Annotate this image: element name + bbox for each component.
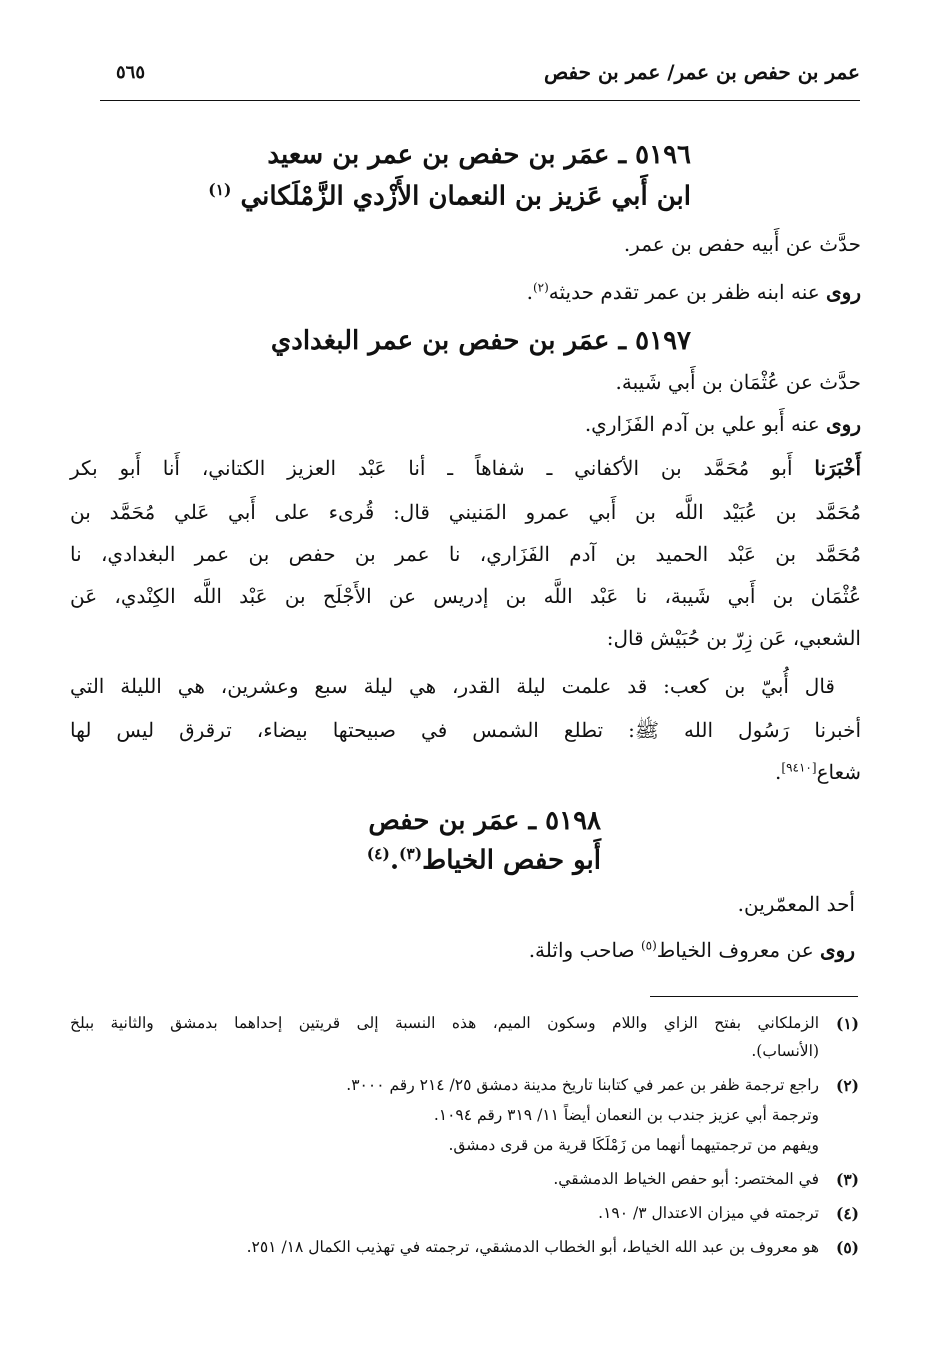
isnad-line-2: مُحَمَّد بن عُبَيْد اللَّه بن أَبي عمرو المَنيني قال: قُرىء على أَبي عَلي مُحَمَّد بن <box>70 500 861 524</box>
entry-5196-line2 <box>527 280 861 304</box>
entry-5196-title-name: ابن أَبي عَزيز بن النعمان الأَزْدي الزَّمْلَكاني <box>240 181 691 212</box>
entry-5196-line2-end: . <box>526 280 533 304</box>
footnote-5-number: (٥) <box>835 1238 859 1257</box>
footnote-2-line3: ويفهم من ترجمتيهما أنهما من زَمْلَكَا قرية من قرى دمشق. <box>448 1136 819 1154</box>
entry-5196-title-line1: ٥١٩٦ ـ عمَر بن حفص بن عمر بن سعيد <box>267 140 691 170</box>
entry-5196-line2-text: عنه ابنه ظفر بن عمر تقدم حديثه <box>548 280 820 304</box>
entry-5196-line1: حدَّث عن أَبيه حفص بن عمر. <box>623 232 861 256</box>
header-rule <box>100 100 860 101</box>
entry-5197-line1: حدَّث عن عُثْمَان بن أَبي شَيبة. <box>615 370 861 394</box>
footnote-4-line1: ترجمته في ميزان الاعتدال ٣/ ١٩٠. <box>598 1204 819 1222</box>
isnad-line-1-text: أَبو مُحَمَّد بن الأكفاني ـ شفاهاً ـ أنا عَبْد العزيز الكتاني، أَنا أَبو بكر <box>70 456 793 480</box>
page-header <box>100 60 860 104</box>
keyword-akhbarana: أَخْبَرَنا <box>814 456 861 480</box>
footnote-4-number: (٤) <box>835 1204 859 1223</box>
hadith-line-3-end: . <box>775 760 782 784</box>
isnad-line-3: مُحَمَّد بن عَبْد الحميد بن آدم الفَزَاري، نا عمر بن حفص بن عمر البغدادي، نا <box>70 542 861 566</box>
hadith-reference-number: [٩٤١٠] <box>781 760 817 775</box>
entry-5198-line2 <box>529 938 855 962</box>
footnote-3-line1: في المختصر: أبو حفص الخياط الدمشقي. <box>553 1170 819 1188</box>
footnote-ref-3[interactable]: (٣) <box>399 844 423 863</box>
isnad-line-4: عُثْمَان بن أَبي شَيبة، نا عَبْد اللَّه بن إدريس عن الأَجْلَح بن عَبْد اللَّه الكِنْدي، عَن <box>70 584 862 608</box>
keyword-rawa: روى <box>826 280 861 304</box>
entry-5198-title-line2 <box>367 844 601 876</box>
footnote-2-number: (٢) <box>835 1076 859 1095</box>
hadith-line-3 <box>775 760 861 784</box>
footnote-1-line1: الزملكاني بفتح الزاي واللام وسكون الميم، هذه النسبة إلى قريتين إحداهما بدمشق والثانية ببلخ <box>70 1014 819 1032</box>
entry-5197-line2-text: عنه أَبو علي بن آدم الفَزَاري. <box>584 412 820 436</box>
hadith-line-2: أخبرنا رَسُول الله ﷺ: تطلع الشمس في صبيحتها بيضاء، ترقرق ليس لها <box>70 718 861 742</box>
footnote-ref-1[interactable]: (١) <box>208 180 232 199</box>
entry-5198-title-sep: . <box>389 845 399 876</box>
isnad-line-5: الشعبي، عَن زِرّ بن حُبَيْش قال: <box>606 626 861 650</box>
entry-5198-line1: أحد المعمّرين. <box>737 892 855 916</box>
hadith-line-3-text: شعاع <box>816 760 861 784</box>
footnote-1-line2: (الأنساب). <box>751 1042 819 1060</box>
entry-5197-title: ٥١٩٧ ـ عمَر بن حفص بن عمر البغدادي <box>270 326 691 356</box>
footnote-2-line2: وترجمة أبي عزيز جندب بن النعمان أيضاً ١١/ ٣١٩ رقم ١٠٩٤. <box>433 1106 819 1124</box>
page-number: ٥٦٥ <box>116 62 146 83</box>
entry-5198-title-name: أَبو حفص الخياط <box>422 845 601 876</box>
isnad-line-1 <box>70 456 861 480</box>
footnote-5-line1: هو معروف بن عبد الله الخياط، أبو الخطاب الدمشقي، ترجمته في تهذيب الكمال ١٨/ ٢٥١. <box>246 1238 819 1256</box>
footnote-ref-2[interactable]: (٢) <box>532 280 549 295</box>
entry-5198-title-line1: ٥١٩٨ ـ عمَر بن حفص <box>368 806 601 836</box>
footnote-ref-5[interactable]: (٥) <box>640 938 657 953</box>
footnote-1-number: (١) <box>835 1014 859 1033</box>
footnote-3-number: (٣) <box>835 1170 859 1189</box>
keyword-rawa: روى <box>820 938 855 962</box>
footnotes-rule <box>650 996 858 997</box>
entry-5197-line2 <box>585 412 861 436</box>
keyword-rawa: روى <box>826 412 861 436</box>
entry-5198-line2-text-b: صاحب واثلة. <box>528 938 635 962</box>
hadith-line-1: قال أُبيّ بن كعب: قد علمت ليلة القدر، هي ليلة سبع وعشرين، هي الليلة التي <box>70 674 835 698</box>
entry-5198-line2-text-a: عن معروف الخياط <box>656 938 814 962</box>
footnote-2-line1: راجع ترجمة ظفر بن عمر في كتابنا تاريخ مدينة دمشق ٢٥/ ٢١٤ رقم ٣٠٠٠. <box>346 1076 819 1094</box>
running-title: عمر بن حفص بن عمر/ عمر بن حفص <box>544 60 860 84</box>
entry-5196-title-line2 <box>208 180 691 212</box>
footnote-ref-4[interactable]: (٤) <box>366 844 390 863</box>
